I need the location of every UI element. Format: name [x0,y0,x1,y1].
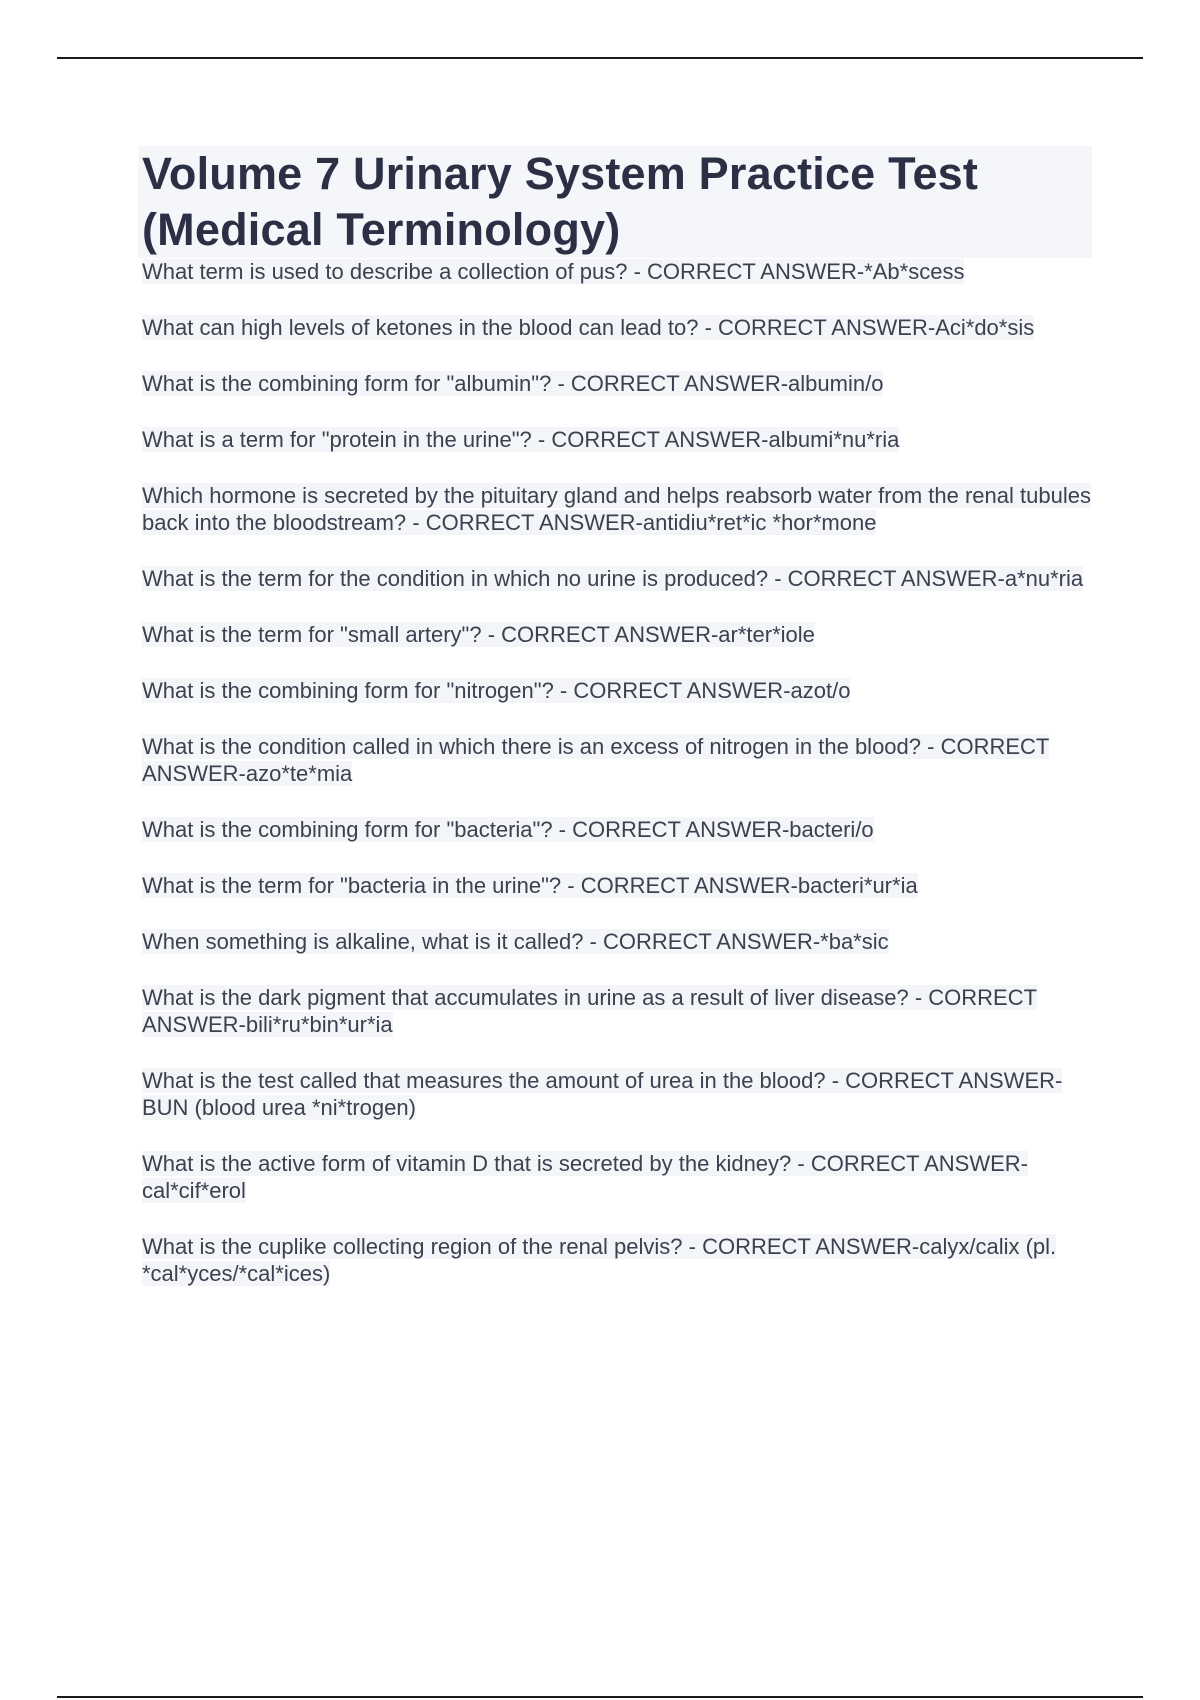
qa-text: What term is used to describe a collection of pus? - CORRECT ANSWER-*Ab*scess [142,259,965,284]
qa-item [142,733,1092,787]
qa-item [142,482,1092,536]
qa-text: What is the condition called in which there is an excess of nitrogen in the blood? - CORRECT ANSWER-azo*te*mia [142,734,1050,786]
qa-text: What is the combining form for "bacteria"? - CORRECT ANSWER-bacteri/o [142,817,874,842]
qa-item [142,984,1092,1038]
qa-item [142,872,1092,899]
qa-item [142,621,1092,648]
title-block [138,146,1092,258]
qa-text: What is the term for the condition in which no urine is produced? - CORRECT ANSWER-a*nu*ria [142,566,1084,591]
document-body [142,146,1092,1316]
qa-list [142,258,1092,1287]
qa-item [142,426,1092,453]
qa-text: What is the active form of vitamin D that is secreted by the kidney? - CORRECT ANSWER-cal*cif*erol [142,1151,1028,1203]
bottom-rule [57,1696,1143,1698]
qa-text: What is the cuplike collecting region of the renal pelvis? - CORRECT ANSWER-calyx/calix (pl. *cal*yces/*cal*ices) [142,1234,1057,1286]
qa-text: What is the dark pigment that accumulates in urine as a result of liver disease? - CORRECT ANSWER-bili*ru*bin*ur*ia [142,985,1038,1037]
qa-text: What is a term for "protein in the urine"? - CORRECT ANSWER-albumi*nu*ria [142,427,900,452]
qa-text: What is the combining form for "nitrogen"? - CORRECT ANSWER-azot/o [142,678,851,703]
qa-item [142,1233,1092,1287]
qa-text: What is the combining form for "albumin"? - CORRECT ANSWER-albumin/o [142,371,884,396]
document-title: Volume 7 Urinary System Practice Test (Medical Terminology) [142,148,979,255]
qa-text: What is the test called that measures the amount of urea in the blood? - CORRECT ANSWER-BUN (blood urea *ni*trogen) [142,1068,1063,1120]
qa-item [142,1150,1092,1204]
top-rule [57,57,1143,59]
qa-item [142,928,1092,955]
qa-item [142,816,1092,843]
qa-text: What can high levels of ketones in the blood can lead to? - CORRECT ANSWER-Aci*do*sis [142,315,1035,340]
qa-item [142,1067,1092,1121]
qa-item [142,314,1092,341]
qa-item [142,565,1092,592]
qa-item [142,677,1092,704]
qa-item [142,258,1092,285]
qa-text: Which hormone is secreted by the pituitary gland and helps reabsorb water from the renal tubules back into the bloodstream? - CORRECT ANSWER-antidiu*ret*ic *hor*mone [142,483,1091,535]
qa-text: When something is alkaline, what is it called? - CORRECT ANSWER-*ba*sic [142,929,889,954]
qa-text: What is the term for "small artery"? - CORRECT ANSWER-ar*ter*iole [142,622,815,647]
qa-item [142,370,1092,397]
qa-text: What is the term for "bacteria in the urine"? - CORRECT ANSWER-bacteri*ur*ia [142,873,918,898]
